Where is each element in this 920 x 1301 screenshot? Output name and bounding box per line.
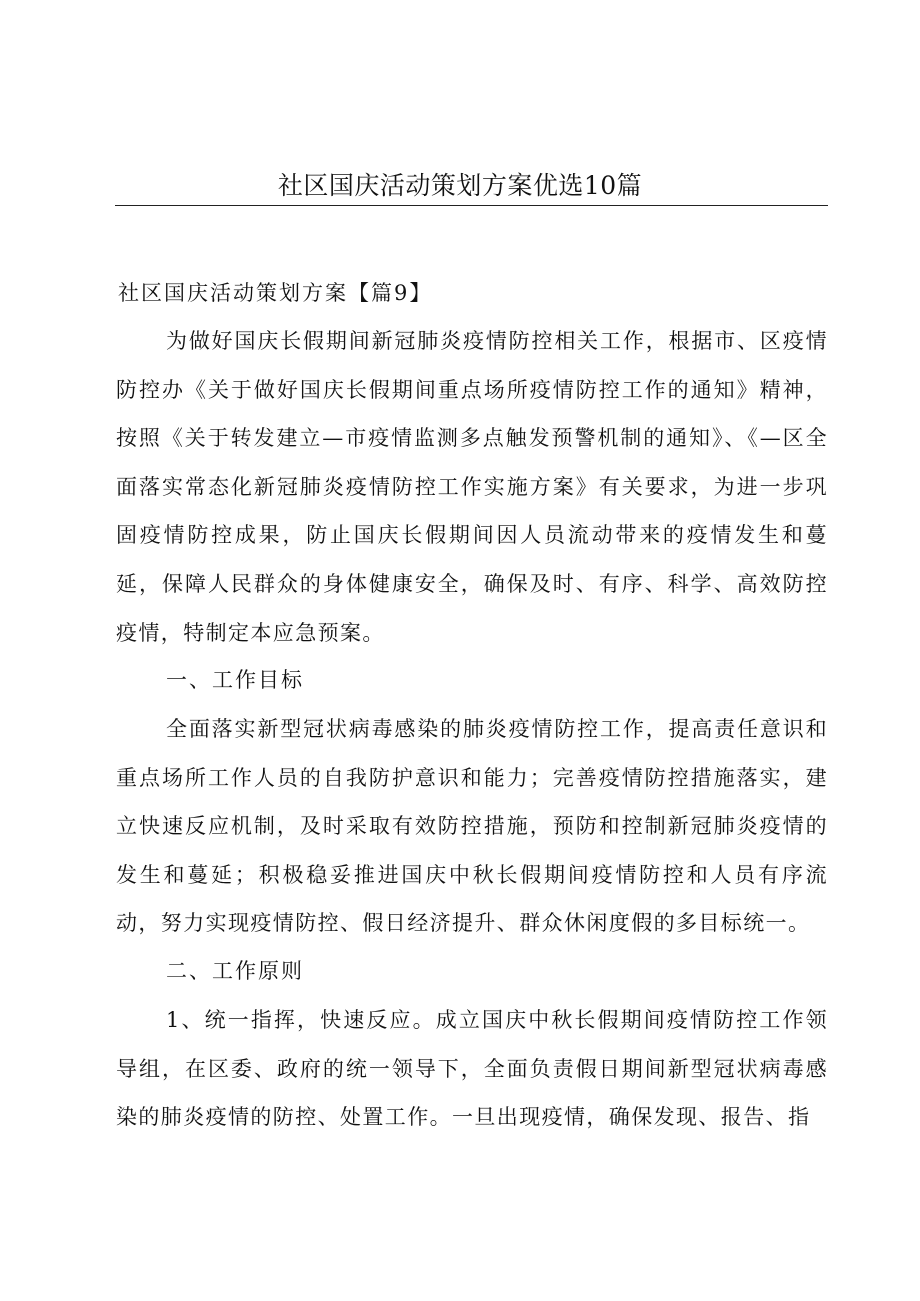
goal-paragraph: 全面落实新型冠状病毒感染的肺炎疫情防控工作，提高责任意识和重点场所工作人员的自我防护意识和能力；完善疫情防控措施落实，建立快速反应机制，及时采取有效防控措施，预防和控制新冠肺炎疫情的发生和蔓延；积极稳妥推进国庆中秋长假期间疫情防控和人员有序流动，努力实现疫情防控、假日经济提升、群众休闲度假的多目标统一。 xyxy=(116,717,828,936)
intro-paragraph: 为做好国庆长假期间新冠肺炎疫情防控相关工作，根据市、区疫情防控办《关于做好国庆长假期间重点场所疫情防控工作的通知》精神，按照《关于转发建立—市疫情监测多点触发预警机制的通知》、《—区全面落实常态化新冠肺炎疫情防控工作实施方案》有关要求，为进一步巩固疫情防控成果，防止国庆长假期间因人员流动带来的疫情发生和蔓延，保障人民群众的身体健康安全，确保及时、有序、科学、高效防控疫情，特制定本应急预案。 xyxy=(116,329,828,645)
section-heading: 社区国庆活动策划方案【篇9】 xyxy=(118,281,433,305)
title-underline xyxy=(115,205,828,206)
principle-paragraph: 1、统一指挥，快速反应。成立国庆中秋长假期间疫情防控工作领导组，在区委、政府的统一领导下，全面负责假日期间新型冠状病毒感染的肺炎疫情的防控、处置工作。一旦出现疫情，确保发现、报告、指 xyxy=(116,1008,828,1130)
document-title: 社区国庆活动策划方案优选10篇 xyxy=(277,171,643,200)
heading-work-principle: 二、工作原则 xyxy=(166,959,304,983)
heading-work-goal: 一、工作目标 xyxy=(166,668,304,692)
